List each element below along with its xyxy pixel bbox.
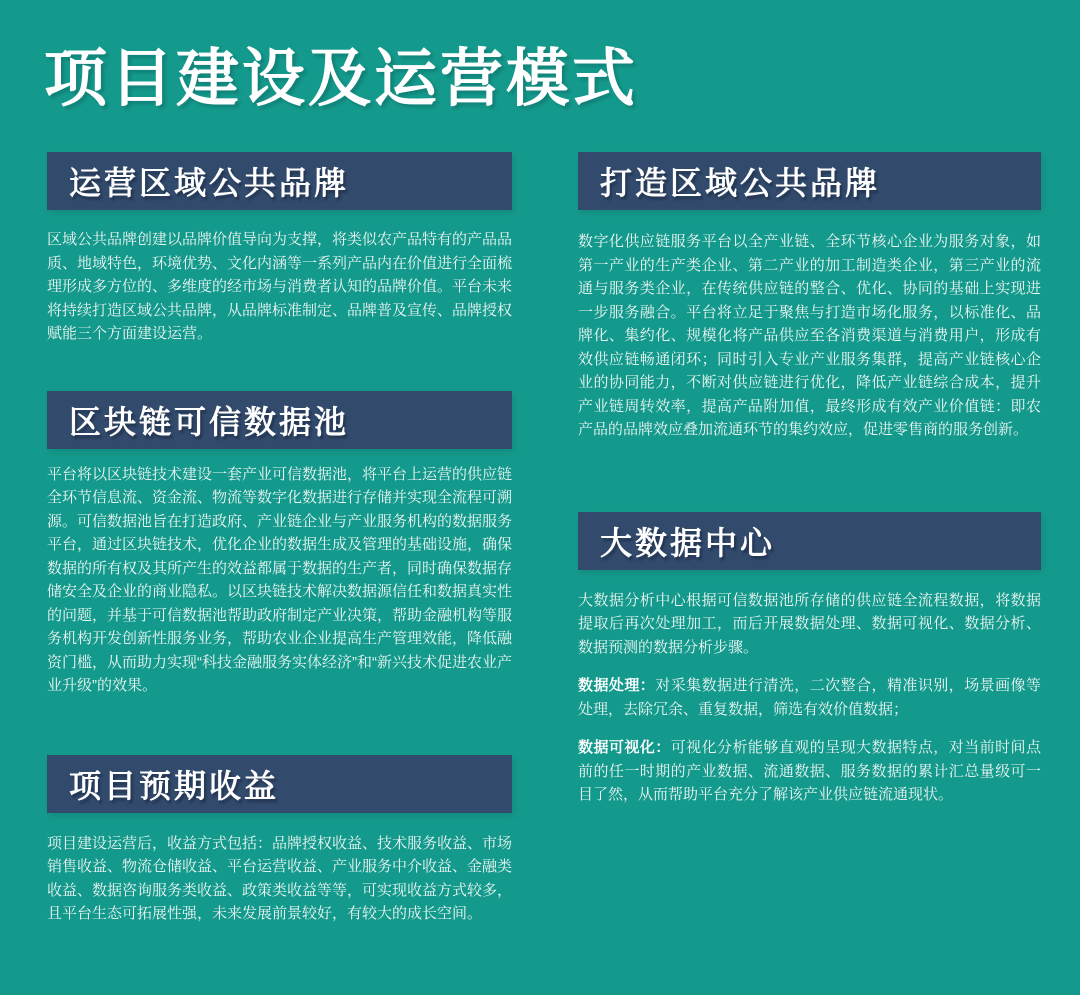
section-header-build-regional-brand (578, 152, 1041, 210)
bullet-label: 数据处理： (578, 677, 656, 694)
section-heading: 项目预期收益 (69, 767, 280, 804)
section-heading: 大数据中心 (600, 524, 776, 561)
left-column (47, 152, 512, 926)
bullet-text: 对采集数据进行清洗，二次整合，精准识别，场景画像等处理，去除冗余、重复数据，筛选有效价值数据； (578, 677, 1041, 718)
section-header-big-data-center (578, 512, 1041, 570)
section-header-blockchain-data-pool (47, 391, 512, 449)
right-column (578, 152, 1041, 926)
section-body-blockchain-data-pool: 平台将以区块链技术建设一套产业可信数据池，将平台上运营的供应链全环节信息流、资金流、物流等数字化数据进行存储并实现全流程可溯源。可信数据池旨在打造政府、产业链企业与产业服务机构的数据服务平台，通过区块链技术，优化企业的数据生成及管理的基础设施，确保数据的所有权及其所产生的效益都属于数据的生产者，同时确保数据存储安全及企业的商业隐私。以区块链技术解决数据源信任和数据真实性的问题，并基于可信数据池帮助政府制定产业决策，帮助金融机构等服务机构开发创新性服务业务，帮助农业企业提高生产管理效能，降低融资门槛，从而助力实现“科技金融服务实体经济”和“新兴技术促进农业产业升级”的效果。 (47, 465, 513, 694)
content-columns (47, 152, 1041, 926)
section-heading: 运营区域公共品牌 (69, 165, 350, 201)
page-title: 项目建设及运营模式 (44, 44, 638, 114)
section-heading: 打造区域公共品牌 (600, 165, 881, 201)
section-header-expected-earnings (47, 755, 512, 813)
section-body-big-data-center: 大数据分析中心根据可信数据池所存储的供应链全流程数据，将数据提取后再次处理加工，而后开展数据处理、数据可视化、数据分析、数据预测的数据分析步骤。 (578, 591, 1041, 656)
bullet-data-processing (578, 674, 1041, 721)
section-body-operate-regional-brand: 区域公共品牌创建以品牌价值导向为支撑，将类似农产品特有的产品品质、地域特色，环境优势、文化内涵等一系列产品内在价值进行全面梳理形成多方位的、多维度的经市场与消费者认知的品牌价值。平台未来将持续打造区域公共品牌，从品牌标准制定、品牌普及宣传、品牌授权赋能三个方面建设运营。 (47, 231, 513, 342)
section-header-operate-regional-brand (47, 152, 512, 210)
bullet-text: 可视化分析能够直观的呈现大数据特点，对当前时间点前的任一时期的产业数据、流通数据、服务数据的累计汇总量级可一目了然，从而帮助平台充分了解该产业供应链流通现状。 (578, 739, 1041, 803)
bullet-label: 数据可视化： (578, 739, 671, 756)
section-body-expected-earnings: 项目建设运营后，收益方式包括：品牌授权收益、技术服务收益、市场销售收益、物流仓储收益、平台运营收益、产业服务中介收益、金融类收益、数据咨询服务类收益、政策类收益等等，可实现收益方式较多，且平台生态可拓展性强，未来发展前景较好，有较大的成长空间。 (47, 834, 513, 922)
bullet-data-visualization (578, 736, 1041, 807)
section-body-build-regional-brand: 数字化供应链服务平台以全产业链、全环节核心企业为服务对象，如第一产业的生产类企业、第二产业的加工制造类企业，第三产业的流通与服务类企业，在传统供应链的整合、优化、协同的基础上实现进一步服务融合。平台将立足于聚焦与打造市场化服务，以标准化、品牌化、集约化、规模化将产品供应至各消费渠道与消费用户，形成有效供应链畅通闭环；同时引入专业产业服务集群，提高产业链核心企业的协同能力，不断对供应链进行优化，降低产业链综合成本，提升产业链周转效率，提高产品附加值，最终形成有效产业价值链：即农产品的品牌效应叠加流通环节的集约效应，促进零售商的服务创新。 (578, 233, 1041, 438)
section-heading: 区块链可信数据池 (69, 403, 350, 440)
